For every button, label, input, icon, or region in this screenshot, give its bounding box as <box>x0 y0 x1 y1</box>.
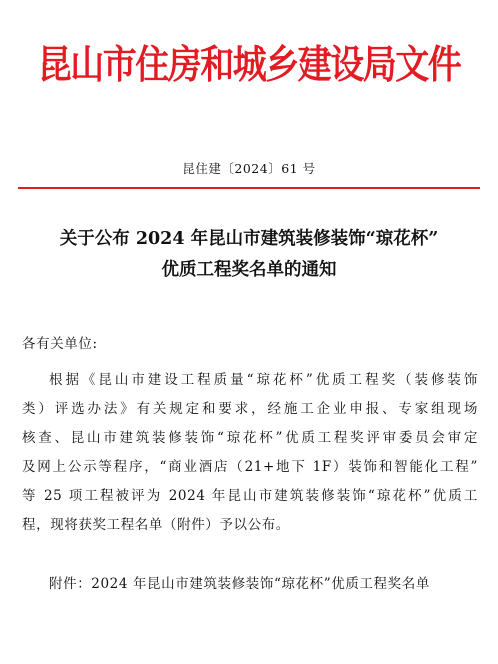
notice-title-line-1: 关于公布 2024 年昆山市建筑装修装饰“琼花杯” <box>59 229 439 249</box>
attachment-line: 附件：2024 年昆山市建筑装修装饰“琼花杯”优质工程奖名单 <box>49 576 430 592</box>
notice-title-line-2: 优质工程奖名单的通知 <box>161 260 337 280</box>
notice-title <box>16 224 482 286</box>
body-paragraph <box>22 366 478 540</box>
body-line: 根据《昆山市建设工程质量“琼花杯”优质工程奖（装修装饰 <box>49 372 478 388</box>
salutation: 各有关单位: <box>22 336 98 352</box>
body-line: 及网上公示等程序，“商业酒店（21+地下 1F）装饰和智能化工程” <box>22 459 478 475</box>
red-divider-line <box>18 187 480 189</box>
body-line: 核查、昆山市建筑装修装饰“琼花杯”优质工程奖评审委员会审定 <box>22 430 478 446</box>
body-line: 程，现将获奖工程名单（附件）予以公布。 <box>22 517 290 533</box>
document-number: 昆住建〔2024〕61 号 <box>182 161 316 176</box>
issuing-authority-header: 昆山市住房和城乡建设局文件 <box>37 42 461 89</box>
body-line: 等 25 项工程被评为 2024 年昆山市建筑装修装饰“琼花杯”优质工 <box>22 488 478 504</box>
body-line: 类）评选办法》有关规定和要求，经施工企业申报、专家组现场 <box>22 401 478 417</box>
